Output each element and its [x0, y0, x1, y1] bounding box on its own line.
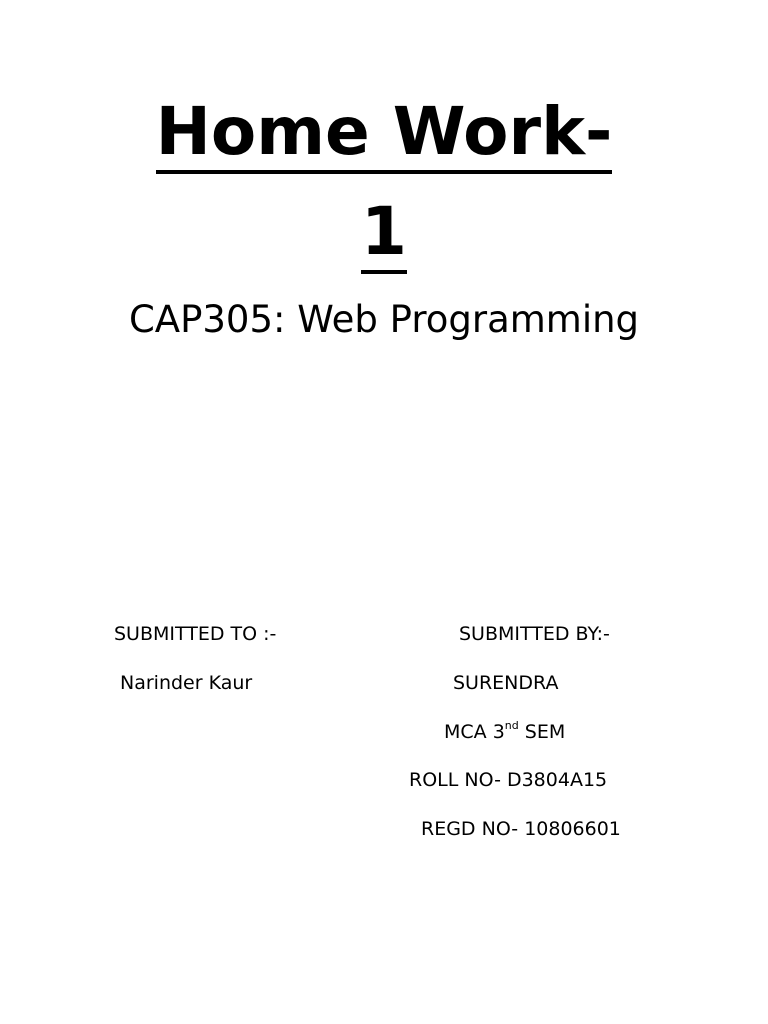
document-title-text-2: 1: [361, 193, 407, 274]
course-semester: [444, 720, 565, 744]
document-title-line-2: [0, 192, 768, 272]
roll-number: ROLL NO- D3804A15: [409, 769, 608, 791]
course-semester-prefix: MCA 3: [444, 721, 505, 743]
submitted-to-label: SUBMITTED TO :-: [114, 623, 277, 645]
document-title-line-1: [0, 92, 768, 172]
registration-number: REGD NO- 10806601: [421, 818, 621, 840]
submitted-by-label: SUBMITTED BY:-: [459, 623, 610, 645]
submitted-to-name: Narinder Kaur: [120, 672, 253, 694]
document-title-text-1: Home Work-: [156, 93, 613, 174]
submitted-by-name: SURENDRA: [453, 672, 559, 694]
document-subtitle: CAP305: Web Programming: [128, 298, 640, 341]
course-semester-superscript: nd: [504, 719, 519, 732]
course-semester-suffix: SEM: [518, 721, 566, 743]
